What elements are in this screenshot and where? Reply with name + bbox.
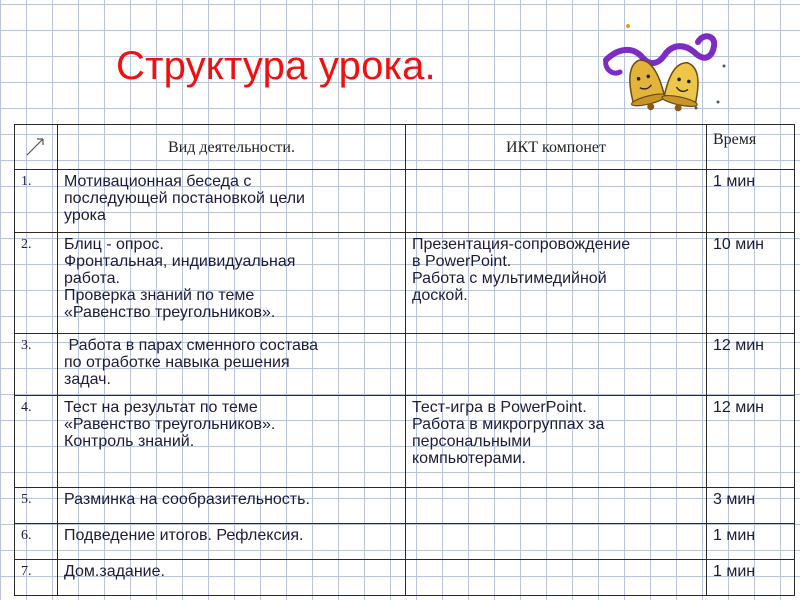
header-corner-cell xyxy=(15,125,58,170)
row-time: 10 мин xyxy=(707,233,795,334)
activity-line: Работа в парах сменного состава xyxy=(64,337,319,354)
activity-line: «Равенство треугольников». xyxy=(64,304,276,321)
ikt-line: компьютерами. xyxy=(412,450,526,467)
row-ikt xyxy=(406,488,707,524)
activity-line: Мотивационная беседа с xyxy=(64,173,252,190)
row-activity xyxy=(58,170,406,233)
row-ikt xyxy=(406,233,707,334)
ikt-line: персональными xyxy=(412,433,532,450)
table-row xyxy=(15,488,795,524)
activity-line: Тест на результат по теме xyxy=(64,399,258,416)
activity-line: последующей постановкой цели xyxy=(64,190,305,207)
header-ikt: ИКТ компонет xyxy=(406,125,707,170)
activity-line: урока xyxy=(64,207,106,224)
row-activity xyxy=(58,396,406,488)
row-time: 12 мин xyxy=(707,334,795,396)
row-activity xyxy=(58,560,406,596)
activity-line: Фронтальная, индивидуальная xyxy=(64,253,296,270)
activity-line: Разминка на сообразительность. xyxy=(64,491,310,508)
corner-ornament-icon xyxy=(21,133,49,161)
ikt-line: доской. xyxy=(412,287,468,304)
row-time: 1 мин xyxy=(707,524,795,560)
row-time: 12 мин xyxy=(707,396,795,488)
activity-line: Контроль знаний. xyxy=(64,433,195,450)
ikt-line: Работа с мультимедийной xyxy=(412,270,607,287)
row-number: 4. xyxy=(15,396,58,488)
row-time: 1 мин xyxy=(707,560,795,596)
activity-line: «Равенство треугольников». xyxy=(64,416,276,433)
row-number: 7. xyxy=(15,560,58,596)
row-time: 3 мин xyxy=(707,488,795,524)
ikt-line: Работа в микрогруппах за xyxy=(412,416,605,433)
activity-line: задач. xyxy=(64,371,111,388)
table-header-row xyxy=(15,125,795,170)
row-number: 3. xyxy=(15,334,58,396)
row-number: 1. xyxy=(15,170,58,233)
ikt-line: Презентация-сопровождение xyxy=(412,236,631,253)
ikt-line: в PowerPoint. xyxy=(412,253,512,270)
row-ikt xyxy=(406,396,707,488)
table-row xyxy=(15,233,795,334)
header-activity: Вид деятельности. xyxy=(58,125,406,170)
ikt-line: Тест-игра в PowerPoint. xyxy=(412,399,587,416)
activity-line: Блиц - опрос. xyxy=(64,236,164,253)
activity-line: Проверка знаний по теме xyxy=(64,287,255,304)
table-body xyxy=(15,170,795,596)
row-time: 1 мин xyxy=(707,170,795,233)
row-ikt xyxy=(406,560,707,596)
lesson-structure-table xyxy=(14,124,795,596)
table-row xyxy=(15,396,795,488)
row-number: 6. xyxy=(15,524,58,560)
activity-line: работа. xyxy=(64,270,120,287)
page-title: Структура урока. xyxy=(116,44,436,88)
activity-line: по отработке навыка решения xyxy=(64,354,290,371)
row-activity xyxy=(58,334,406,396)
table-row xyxy=(15,170,795,233)
bells-clipart-icon xyxy=(598,18,738,118)
row-activity xyxy=(58,488,406,524)
row-ikt xyxy=(406,524,707,560)
table-row xyxy=(15,334,795,396)
activity-line: Подведение итогов. Рефлексия. xyxy=(64,527,304,544)
row-number: 2. xyxy=(15,233,58,334)
row-activity xyxy=(58,233,406,334)
row-activity xyxy=(58,524,406,560)
row-ikt xyxy=(406,334,707,396)
header-time: Время xyxy=(707,125,795,170)
activity-line: Дом.задание. xyxy=(64,563,165,580)
row-ikt xyxy=(406,170,707,233)
row-number: 5. xyxy=(15,488,58,524)
table-row xyxy=(15,560,795,596)
table-row xyxy=(15,524,795,560)
